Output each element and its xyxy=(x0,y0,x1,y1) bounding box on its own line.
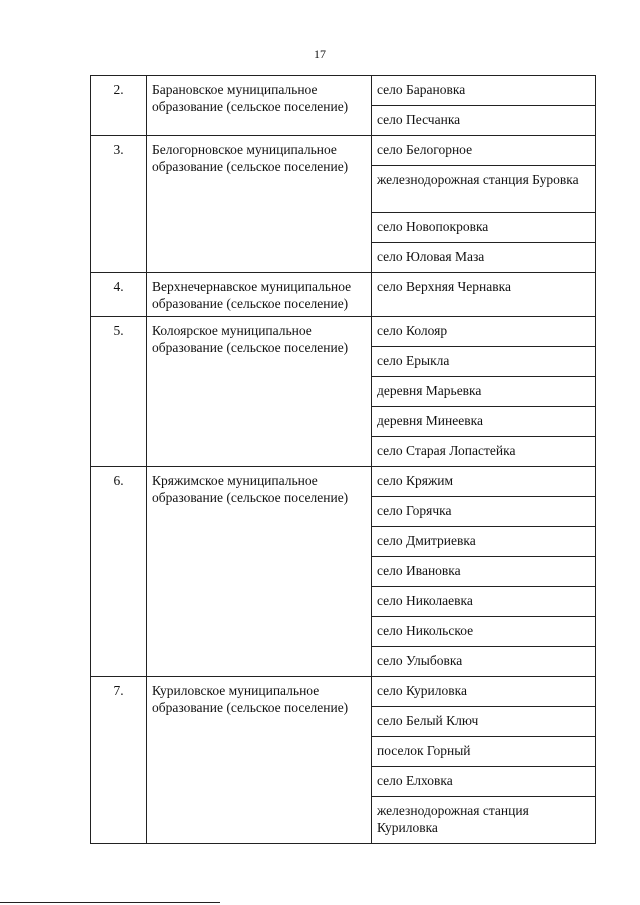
settlement-cell: село Дмитриевка xyxy=(372,527,596,557)
settlement-cell: село Верхняя Чернавка xyxy=(372,273,596,317)
municipality-name: Белогорновское муниципальное образование (сельское поселение) xyxy=(147,136,372,273)
settlement-cell: село Песчанка xyxy=(372,106,596,136)
settlement-cell: село Белый Ключ xyxy=(372,707,596,737)
row-number: 7. xyxy=(91,677,147,844)
settlement-cell: село Белогорное xyxy=(372,136,596,166)
row-number: 4. xyxy=(91,273,147,317)
settlement-cell: село Улыбовка xyxy=(372,647,596,677)
settlement-cell: железнодорожная станция Буровка xyxy=(372,166,596,213)
municipality-name: Верхнечернавское муниципальное образование (сельское поселение) xyxy=(147,273,372,317)
table-row xyxy=(91,136,596,166)
row-number: 5. xyxy=(91,317,147,467)
row-number: 3. xyxy=(91,136,147,273)
table-row xyxy=(91,467,596,497)
settlement-cell: село Кряжим xyxy=(372,467,596,497)
settlement-cell: село Елховка xyxy=(372,767,596,797)
municipality-name: Колоярское муниципальное образование (сельское поселение) xyxy=(147,317,372,467)
municipality-name: Кряжимское муниципальное образование (сельское поселение) xyxy=(147,467,372,677)
settlements-table xyxy=(90,75,596,844)
table-row xyxy=(91,317,596,347)
settlement-cell: село Горячка xyxy=(372,497,596,527)
table-row xyxy=(91,76,596,106)
settlement-cell: село Ивановка xyxy=(372,557,596,587)
table-row xyxy=(91,273,596,317)
settlement-cell: село Барановка xyxy=(372,76,596,106)
settlement-cell: село Новопокровка xyxy=(372,213,596,243)
municipality-name: Барановское муниципальное образование (сельское поселение) xyxy=(147,76,372,136)
settlement-cell: село Старая Лопастейка xyxy=(372,437,596,467)
settlement-cell: деревня Минеевка xyxy=(372,407,596,437)
row-number: 6. xyxy=(91,467,147,677)
settlement-cell: село Юловая Маза xyxy=(372,243,596,273)
settlement-cell: поселок Горный xyxy=(372,737,596,767)
page-number: 17 xyxy=(314,47,326,61)
row-number: 2. xyxy=(91,76,147,136)
municipality-name: Куриловское муниципальное образование (сельское поселение) xyxy=(147,677,372,844)
footer-divider xyxy=(0,902,220,903)
settlement-cell: село Куриловка xyxy=(372,677,596,707)
settlement-cell: село Никольское xyxy=(372,617,596,647)
settlement-cell: село Ерыкла xyxy=(372,347,596,377)
settlement-cell: железнодорожная станция Куриловка xyxy=(372,797,596,844)
settlement-cell: село Колояр xyxy=(372,317,596,347)
settlement-cell: село Николаевка xyxy=(372,587,596,617)
settlement-cell: деревня Марьевка xyxy=(372,377,596,407)
table-row xyxy=(91,677,596,707)
